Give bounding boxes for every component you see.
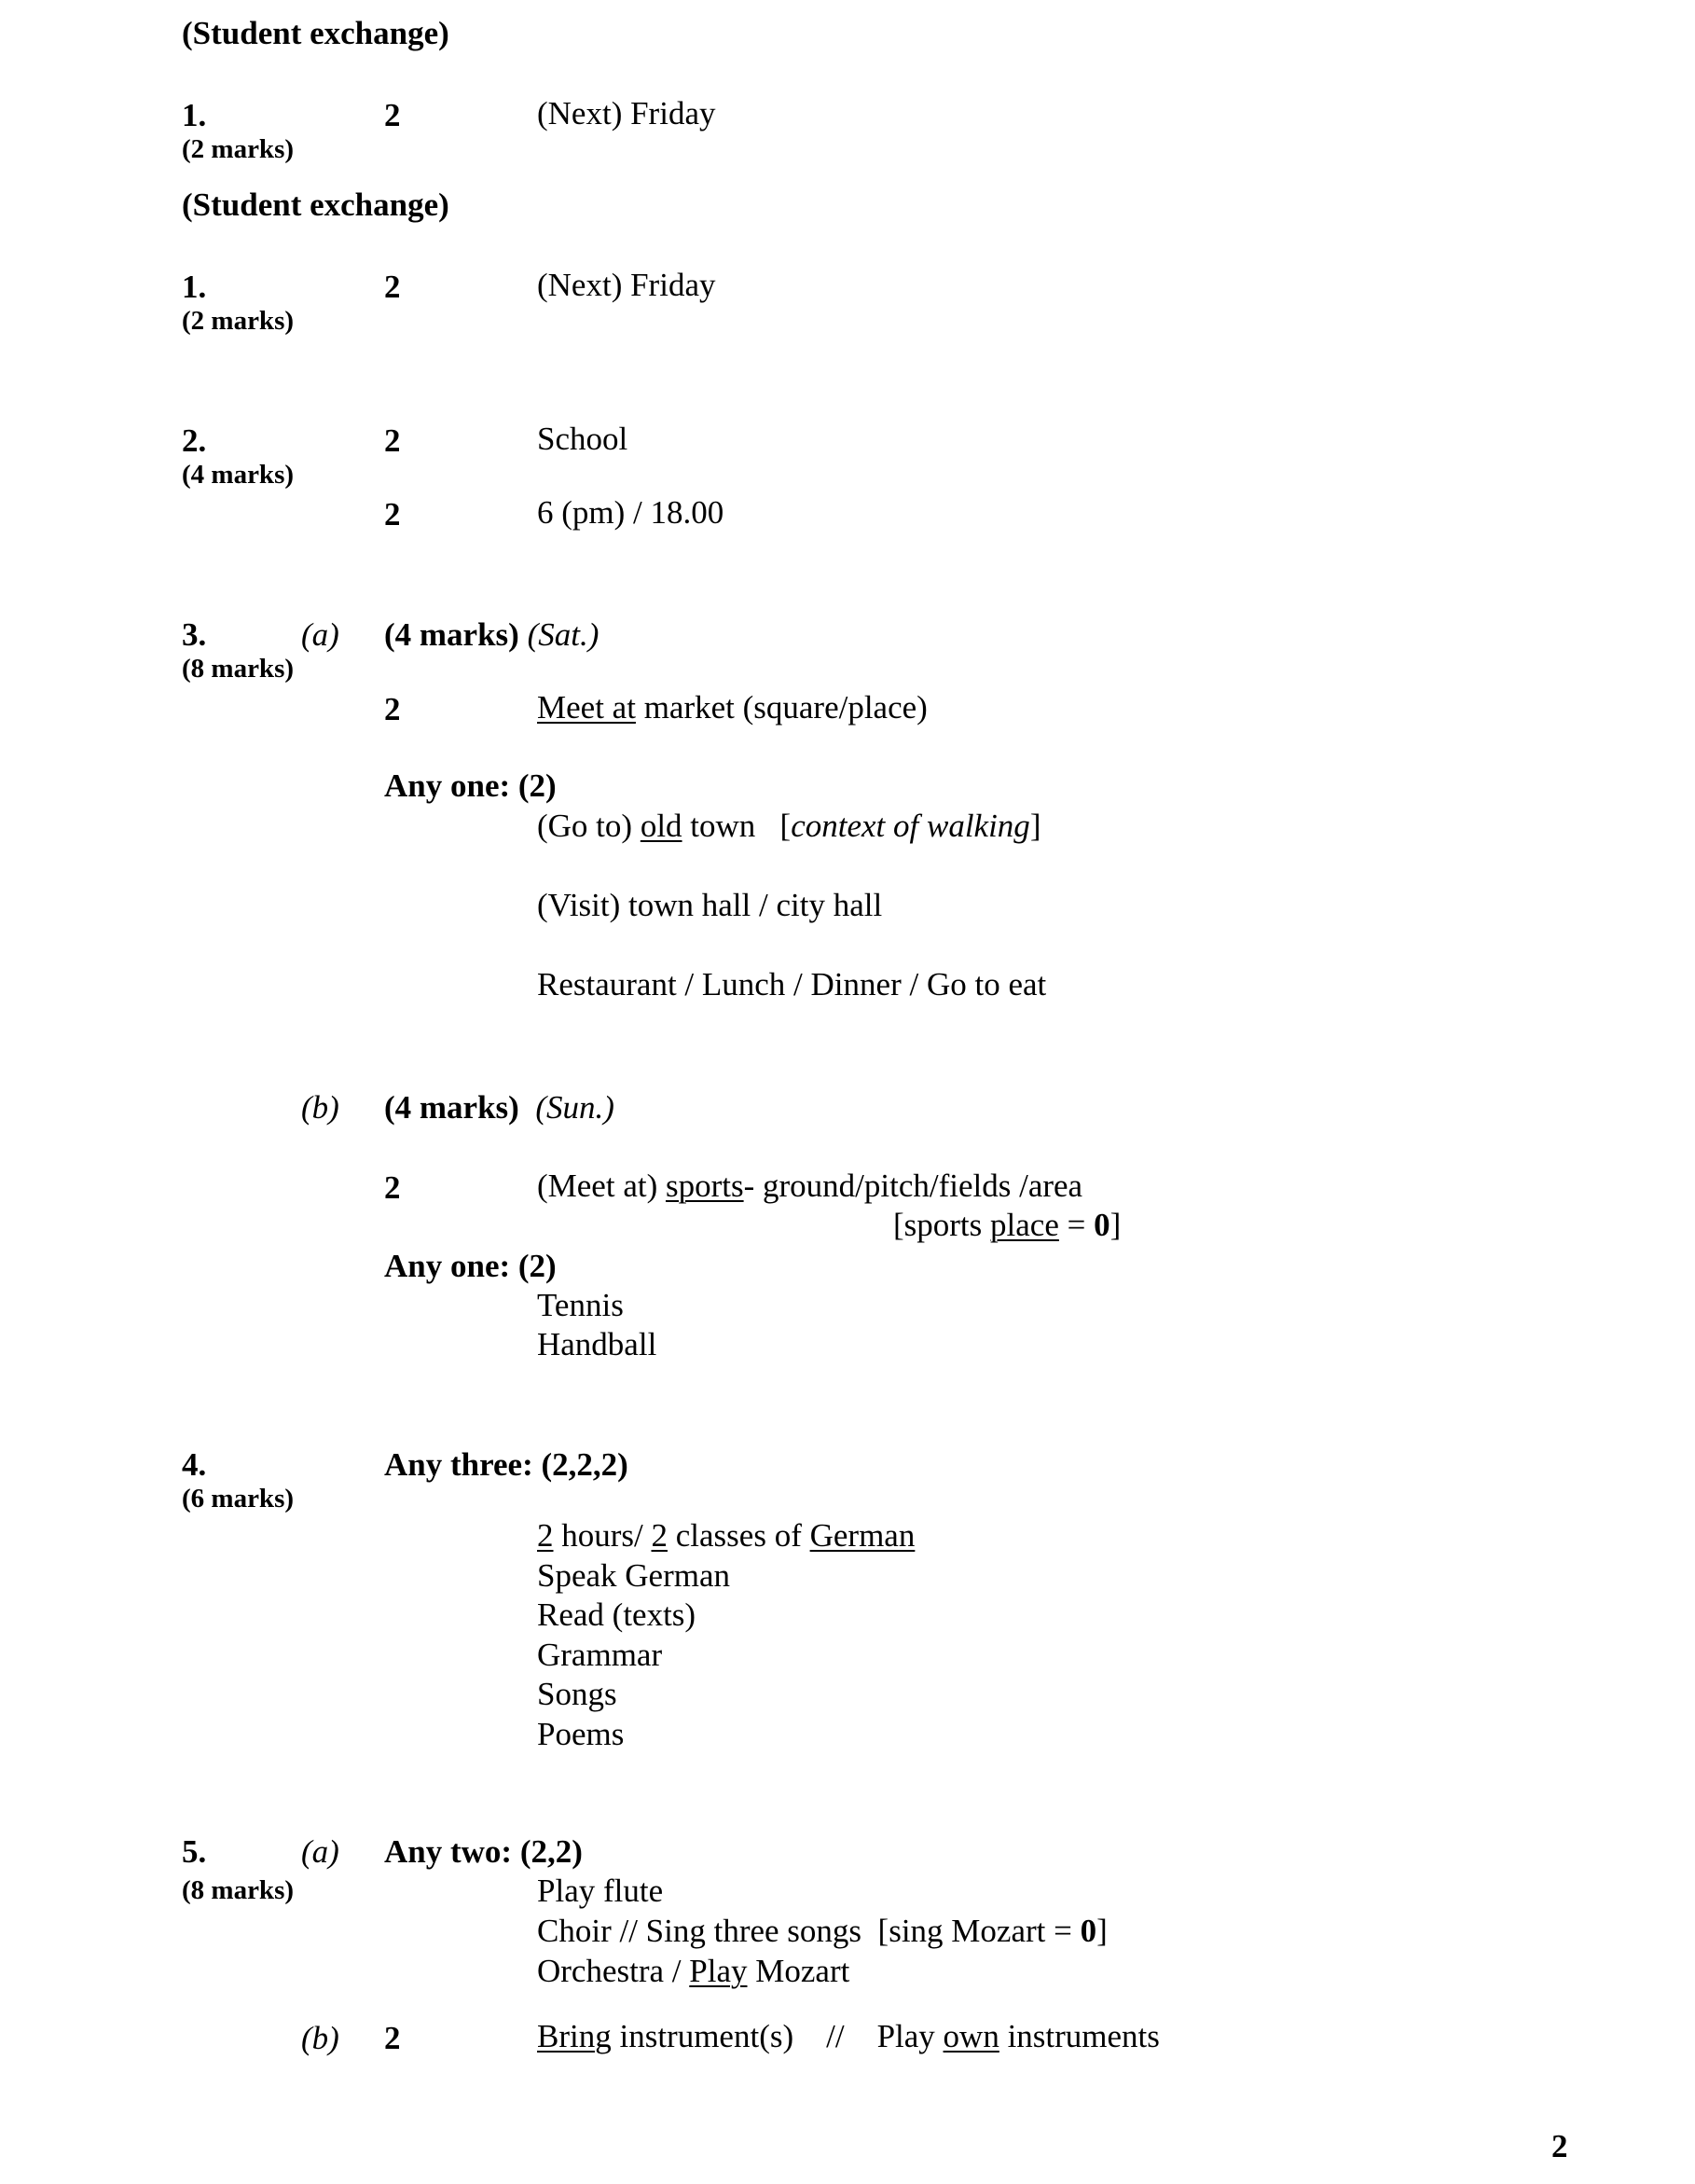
q4-option: Read (texts)	[537, 1597, 696, 1633]
q3a-meet-rest: market (square/place)	[635, 689, 928, 726]
q3b-meet-pre: (Meet at)	[537, 1168, 666, 1204]
q2-number: 2.	[182, 422, 207, 459]
q3a-old-town-post: town	[682, 808, 756, 844]
q4-number: 4.	[182, 1446, 207, 1483]
q5a-orchestra	[537, 1955, 849, 1987]
q5a-choir-post: ]	[1096, 1913, 1108, 1949]
q4-first-t1: hours/	[553, 1517, 652, 1554]
q3b-day: (Sun.)	[535, 1089, 614, 1126]
q3a-old-town-note: context of walking	[791, 808, 1030, 844]
q1-answer: (Next) Friday	[537, 267, 716, 303]
q3b-note	[893, 1209, 1121, 1241]
q4-marks: (6 marks)	[182, 1484, 295, 1514]
q3a-any-one: Any one: (2)	[384, 767, 557, 804]
q5a-choir-text: Choir // Sing three songs [sing Mozart =	[537, 1913, 1081, 1949]
q5b-answer-u2: own	[943, 2018, 999, 2054]
q2-row2-mark: 2	[384, 496, 401, 532]
q3b-heading	[384, 1091, 614, 1124]
q4-first-u3: German	[809, 1517, 916, 1554]
q3b-note-pre: [sports	[893, 1207, 991, 1243]
q5a-any-two: Any two: (2,2)	[384, 1833, 583, 1870]
q5a-orchestra-underlined: Play	[689, 1953, 748, 1989]
q3a-meet-underlined: Meet at	[537, 689, 636, 726]
q5b-mark: 2	[384, 2020, 401, 2056]
q3a-label: (a)	[301, 616, 339, 653]
q5a-choir-zero: 0	[1080, 1913, 1097, 1949]
q3b-option: Tennis	[537, 1287, 624, 1323]
q3b-note-zero: 0	[1094, 1207, 1110, 1243]
q4-first-u2: 2	[651, 1517, 668, 1554]
q5a-choir	[537, 1914, 1108, 1947]
header-answer: (Next) Friday	[537, 95, 716, 131]
q4-option: Speak German	[537, 1557, 731, 1594]
q3b-marks: (4 marks)	[384, 1089, 519, 1126]
q2-row2-answer: 6 (pm) / 18.00	[537, 494, 724, 531]
q5b-answer-u1: Bring	[537, 2018, 612, 2054]
q3-marks: (8 marks)	[182, 654, 295, 684]
q2-row1-mark: 2	[384, 422, 401, 459]
q3b-option: Handball	[537, 1326, 657, 1362]
q5a-orchestra-post: Mozart	[747, 1953, 850, 1989]
q3b-note-mid: =	[1058, 1207, 1095, 1243]
q5-marks: (8 marks)	[182, 1875, 295, 1905]
q1-marks: (2 marks)	[182, 306, 295, 336]
q3b-note-underlined: place	[990, 1207, 1059, 1243]
q3b-note-post: ]	[1109, 1207, 1122, 1243]
q3a-meet	[537, 691, 928, 724]
q5a-orchestra-pre: Orchestra /	[537, 1953, 690, 1989]
q3a-day: (Sat.)	[527, 616, 599, 653]
q3-number: 3.	[182, 616, 207, 653]
q1-mark: 2	[384, 269, 401, 305]
header-marks: (2 marks)	[182, 136, 295, 164]
q5a-label: (a)	[301, 1833, 339, 1870]
header-question-number: 1.	[182, 97, 207, 133]
q3a-town-hall: (Visit) town hall / city hall	[537, 887, 883, 923]
q3b-meet-underlined: sports	[665, 1168, 744, 1204]
q2-marks: (4 marks)	[182, 460, 295, 490]
q5a-flute: Play flute	[537, 1873, 664, 1909]
page-number: 2	[1551, 2128, 1568, 2164]
q3a-marks: (4 marks)	[384, 616, 519, 653]
q3b-meet	[537, 1169, 1082, 1202]
q3b-label: (b)	[301, 1089, 339, 1126]
q1-number: 1.	[182, 269, 207, 305]
q4-option: Poems	[537, 1716, 625, 1752]
q4-first-option	[537, 1519, 915, 1552]
q4-first-u1: 2	[537, 1517, 554, 1554]
q3b-meet-post: - ground/pitch/fields /area	[743, 1168, 1083, 1204]
q5b-answer-t2: instruments	[999, 2018, 1160, 2054]
q5b-answer	[537, 2020, 1160, 2053]
q3a-restaurant: Restaurant / Lunch / Dinner / Go to eat	[537, 966, 1047, 1002]
q3b-mark: 2	[384, 1169, 401, 1206]
q5b-answer-t1: instrument(s) // Play	[611, 2018, 944, 2054]
q3a-old-town-pre: (Go to)	[537, 808, 641, 844]
q3a-old-town: (Go to) old town [context of walking]	[537, 808, 1041, 844]
section-title: (Student exchange)	[182, 187, 449, 223]
q4-any-three: Any three: (2,2,2)	[384, 1446, 628, 1483]
q3a-heading	[384, 618, 599, 651]
q2-row1-answer: School	[537, 421, 628, 457]
q3a-old-town-underlined: old	[640, 808, 682, 844]
header-mark-value: 2	[384, 97, 401, 133]
q4-option: Songs	[537, 1676, 617, 1712]
q3b-any-one: Any one: (2)	[384, 1248, 557, 1284]
q3a-mark: 2	[384, 691, 401, 727]
header-heading: (Student exchange)	[182, 15, 449, 51]
q5-number: 5.	[182, 1833, 207, 1870]
q4-option: Grammar	[537, 1637, 663, 1673]
q4-first-t2: classes of	[668, 1517, 810, 1554]
q5b-label: (b)	[301, 2020, 339, 2056]
